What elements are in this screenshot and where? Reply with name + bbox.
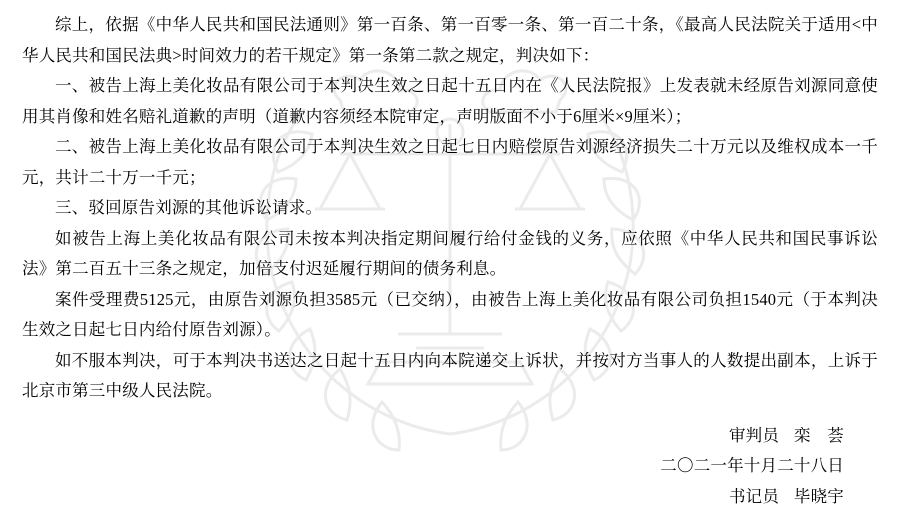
judge-name: 栾 荟 <box>794 426 844 445</box>
paragraph-case-acceptance-fee: 案件受理费5125元，由原告刘源负担3585元（已交纳），由被告上海上美化妆品有限公司负担1540元（于本判决生效之日起七日内给付原告刘源）。 <box>22 285 878 346</box>
judgment-date: 二〇二一年十月二十八日 <box>22 451 878 482</box>
paragraph-delayed-performance: 如被告上海上美化妆品有限公司未按本判决指定期间履行给付金钱的义务，应依照《中华人民共和国民事诉讼法》第二百五十三条之规定，加倍支付迟延履行期间的债务利息。 <box>22 224 878 285</box>
judge-line <box>22 421 878 452</box>
judge-label: 审判员 <box>729 426 779 445</box>
clerk-name: 毕晓宇 <box>794 487 844 506</box>
paragraph-order-item-1: 一、被告上海上美化妆品有限公司于本判决生效之日起十五日内在《人民法院报》上发表就未经原告刘源同意使用其肖像和姓名赔礼道歉的声明（道歉内容须经本院审定，声明版面不小于6厘米×9厘米）； <box>22 71 878 132</box>
paragraph-appeal-notice: 如不服本判决，可于本判决书送达之日起十五日内向本院递交上诉状，并按对方当事人的人数提出副本，上诉于北京市第三中级人民法院。 <box>22 346 878 407</box>
paragraph-order-item-2: 二、被告上海上美化妆品有限公司于本判决生效之日起七日内赔偿原告刘源经济损失二十万元以及维权成本一千元，共计二十万一千元； <box>22 132 878 193</box>
clerk-label: 书记员 <box>729 487 779 506</box>
signature-block <box>22 421 878 512</box>
paragraph-conclusion-basis: 综上，依据《中华人民共和国民法通则》第一百条、第一百零一条、第一百二十条，《最高人民法院关于适用<中华人民共和国民法典>时间效力的若干规定》第一条第二款之规定，判决如下： <box>22 10 878 71</box>
clerk-line <box>22 482 878 512</box>
paragraph-order-item-3: 三、驳回原告刘源的其他诉讼请求。 <box>22 193 878 224</box>
